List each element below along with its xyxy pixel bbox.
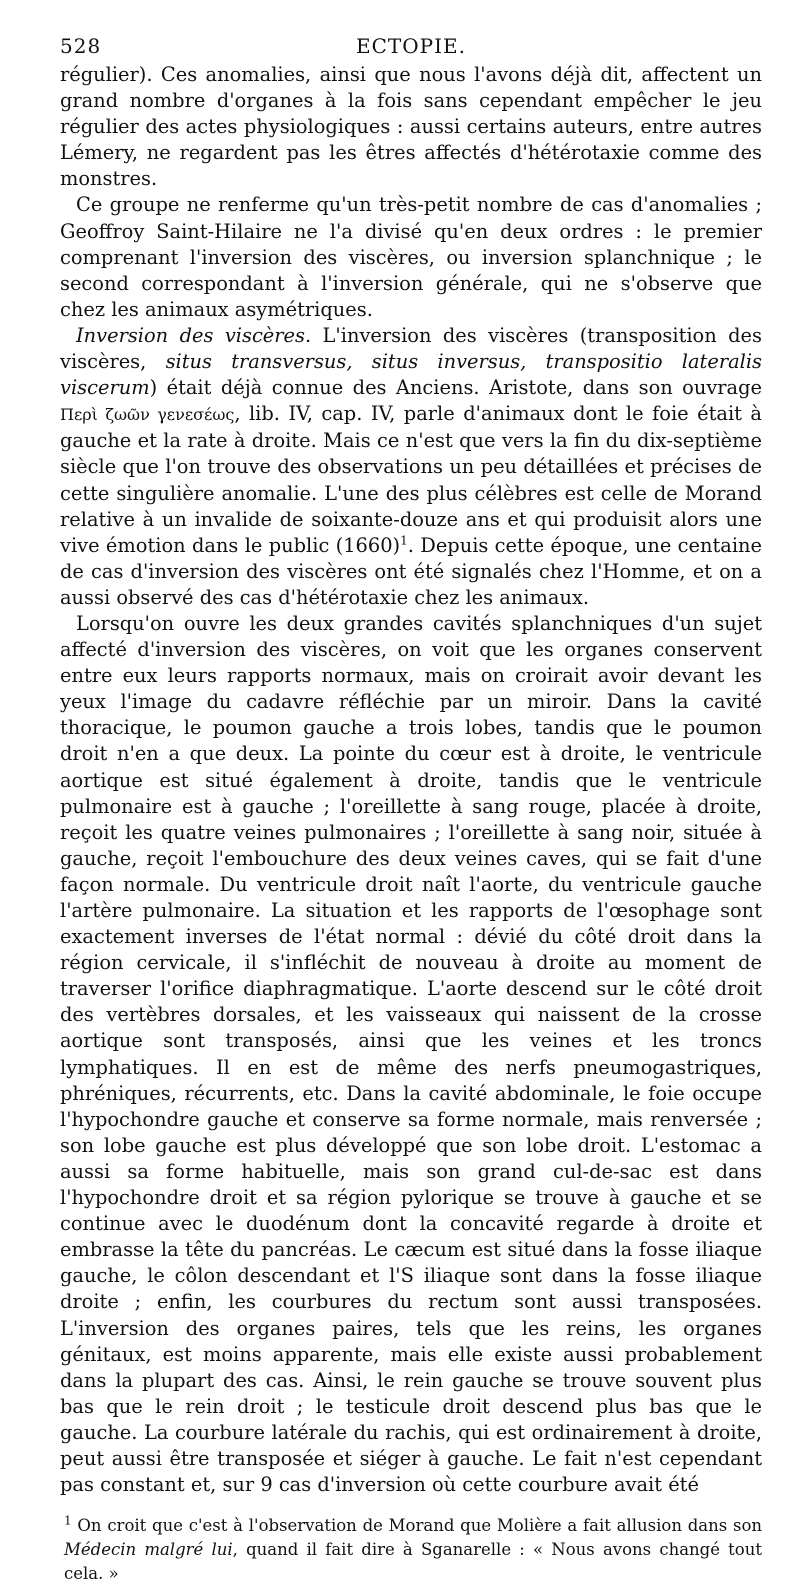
body-text bbox=[60, 62, 762, 1498]
paragraph-4-text: Lorsqu'on ouvre les deux grandes cavités splanchniques d'un sujet affecté d'inversion des viscères, on voit que les organes conservent entre eux leurs rapports normaux, mais on croirait avoir devant les yeux l'image du cadavre réfléchie par un miroir. Dans la cavité thoracique, le poumon gauche a trois lobes, tandis que le poumon droit n'en a que deux. La pointe du cœur est à droite, le ventricule aortique est situé également à droite, tandis que le ventricule pulmonaire est à gauche ; l'oreillette à sang rouge, placée à droite, reçoit les quatre veines pulmonaires ; l'oreillette à sang noir, située à gauche, reçoit l'embouchure des deux veines caves, qui se fait d'une façon normale. Du ventricule droit naît l'aorte, du ventricule gauche l'artère pulmonaire. La situation et les rapports de l'œsophage sont exactement inverses de l'état normal : dévié du côté droit dans la région cervicale, il s'infléchit de nouveau à droite au moment de traverser l'orifice diaphragmatique. L'aorte descend sur le côté droit des vertèbres dorsales, et les vaisseaux qui naissent de la crosse aortique sont transposés, ainsi que les veines et les troncs lymphatiques. Il en est de même des nerfs pneumogastriques, phréniques, récurrents, etc. Dans la cavité abdominale, le foie occupe l'hypochondre gauche et conserve sa forme normale, mais renversée ; son lobe gauche est plus développé que son lobe droit. L'estomac a aussi sa forme habituelle, mais son grand cul-de-sac est dans l'hypochondre droit et sa région pylorique se trouve à gauche et se continue avec le duodénum dont la concavité regarde à droite et embrasse la tête du pancréas. Le cæcum est situé dans la fosse iliaque gauche, le côlon descendant et l'S iliaque sont dans la fosse iliaque droite ; enfin, les courbures du rectum sont aussi transposées. L'inversion des organes paires, tels que les reins, les organes génitaux, est moins apparente, mais elle existe aussi probablement dans la plupart des cas. Ainsi, le rein gauche se trouve souvent plus bas que le rein droit ; le testicule droit descend plus bas que le gauche. La courbure latérale du rachis, qui est ordinairement à droite, peut aussi être transposée et siéger à gauche. Le fait n'est cependant pas constant et, sur 9 cas d'inversion où cette courbure avait été bbox=[60, 611, 762, 1497]
paragraph-3-text-a: L'inversion des viscères (transposition des viscères, bbox=[60, 323, 762, 374]
footnote-text-b: , quand il fait dire à Sganarelle : « Nous avons changé tout cela. » bbox=[64, 1540, 762, 1584]
running-title: ECTOPIE. bbox=[356, 34, 466, 58]
paragraph-4 bbox=[60, 611, 762, 1498]
footnote-reference[interactable]: 1 bbox=[400, 533, 408, 548]
footnote-italic-title: Médecin malgré lui bbox=[64, 1540, 233, 1560]
section-lead-italic: Inversion des viscères. bbox=[76, 323, 312, 347]
greek-title: Περὶ ζωῶν γενεσέως bbox=[60, 405, 235, 425]
footnote bbox=[60, 1514, 762, 1586]
paragraph-3-text-e: . Depuis cette époque, une centaine de cas d'inversion des viscères ont été signalés chez l'Homme, et on a aussi observé des cas d'hétérotaxie chez les animaux. bbox=[60, 533, 762, 609]
running-head bbox=[60, 28, 762, 62]
latin-terms-italic: situs transversus, situs inversus, transpositio lateralis viscerum bbox=[60, 350, 763, 400]
paragraph-3-text-d: , lib. IV, cap. IV, parle d'animaux dont le foie était à gauche et la rate à droite. Mais ce n'est que vers la fin du dix-septième siècle que l'on trouve des observations un peu détaillées et précises de cette singulière anomalie. L'une des plus célèbres est celle de Morand relative à un invalide de soixante-douze ans et qui produisit alors une vive émotion dans le public (1660) bbox=[60, 402, 762, 557]
paragraph-1 bbox=[60, 62, 762, 192]
paragraph-2 bbox=[60, 192, 762, 322]
footnote-text-a: On croit que c'est à l'observation de Morand que Molière a fait allusion dans son bbox=[71, 1516, 762, 1536]
footnote-mark: 1 bbox=[64, 1513, 72, 1528]
paragraph-1-text: régulier). Ces anomalies, ainsi que nous l'avons déjà dit, affectent un grand nombre d'organes à la fois sans cependant empêcher le jeu régulier des actes physiologiques : aussi certains auteurs, entre autres Lémery, ne regardent pas les êtres affectés d'hétérotaxie comme des monstres. bbox=[60, 63, 762, 191]
paragraph-3-text-c: ) était déjà connue des Anciens. Aristote, dans son ouvrage bbox=[149, 376, 762, 400]
paragraph-2-text: Ce groupe ne renferme qu'un très-petit nombre de cas d'anomalies ; Geoffroy Saint-Hilaire ne l'a divisé qu'en deux ordres : le premier comprenant l'inversion des viscères, ou inversion splanchnique ; le second correspondant à l'inversion générale, qui ne s'observe que chez les animaux asymétriques. bbox=[60, 193, 762, 321]
page-number: 528 bbox=[60, 34, 102, 58]
paragraph-3 bbox=[60, 323, 762, 611]
